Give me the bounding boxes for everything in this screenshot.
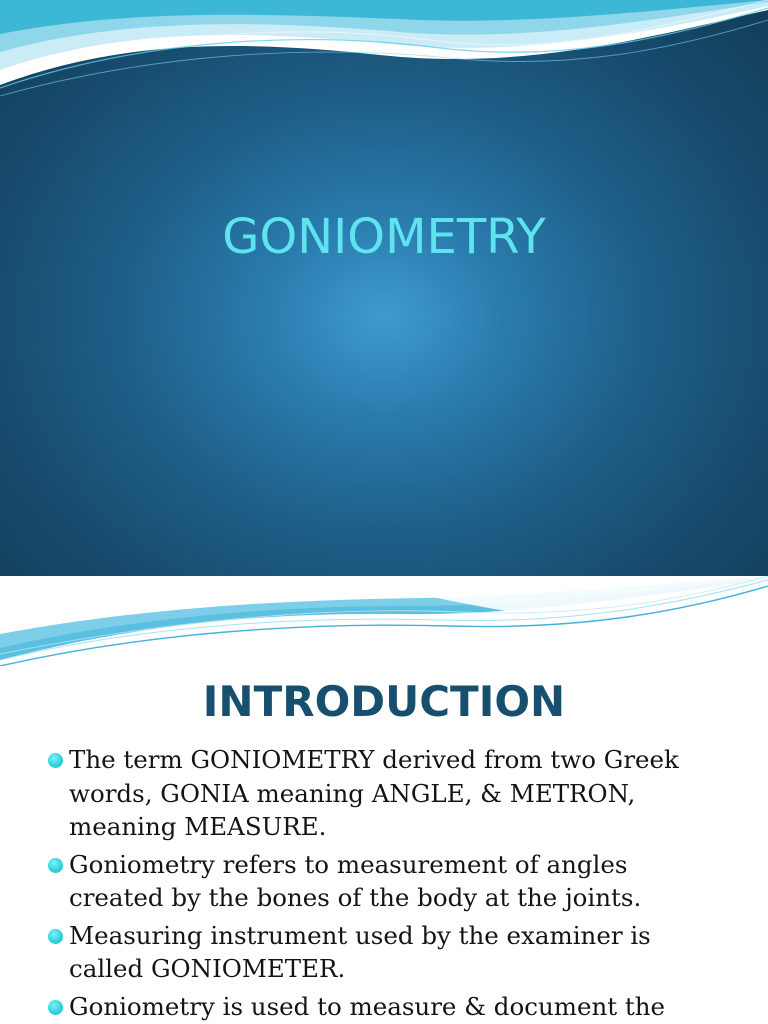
list-item [0, 990, 768, 1024]
bullet-text: The term GONIOMETRY derived from two Greek words, GONIA meaning ANGLE, & METRON, meaning MEASURE. [69, 745, 679, 841]
bullet-text: Goniometry is used to measure & document the [69, 991, 665, 1021]
list-item [0, 743, 768, 844]
bullet-dot-icon [48, 929, 63, 944]
bullet-text: Goniometry refers to measurement of angles created by the bones of the body at the joints. [69, 849, 642, 912]
presentation-title: GONIOMETRY [222, 209, 546, 265]
list-item [0, 919, 768, 986]
bullet-dot-icon [48, 1000, 63, 1015]
wave-decoration-intro [0, 576, 768, 666]
introduction-slide [0, 576, 768, 1024]
introduction-heading: INTRODUCTION [202, 677, 566, 726]
bullet-dot-icon [48, 753, 63, 768]
wave-decoration-top [0, 0, 768, 110]
bullet-dot-icon [48, 858, 63, 873]
bullet-list [0, 743, 768, 1024]
bullet-text: Measuring instrument used by the examiner is called GONIOMETER. [69, 920, 651, 983]
list-item [0, 848, 768, 915]
